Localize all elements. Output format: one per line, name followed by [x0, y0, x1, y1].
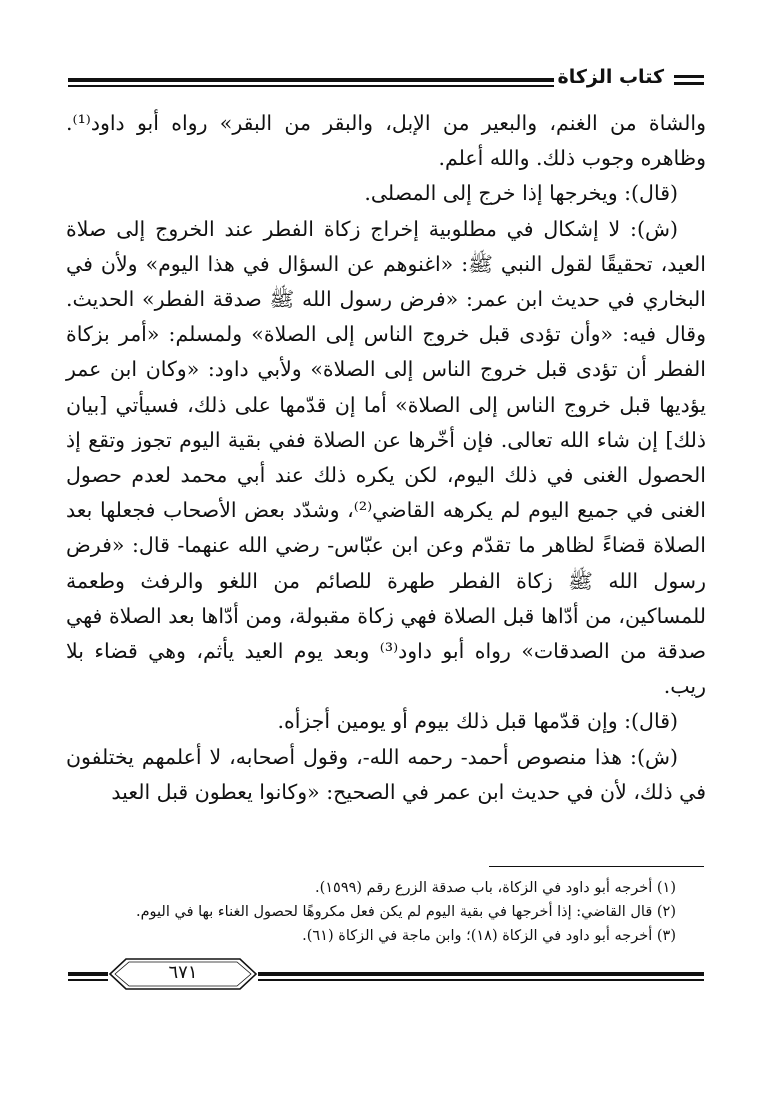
- header-rule: [68, 78, 554, 82]
- footnote-1: (١) أخرجه أبو داود في الزكاة، باب صدقة الزرع رقم (١٥٩٩).: [314, 880, 676, 896]
- paragraph-4: (قال): وإن قدّمها قبل ذلك بيوم أو يومين أجزأه.: [277, 709, 678, 734]
- page-number-frame: [108, 957, 258, 991]
- running-header: [68, 66, 704, 96]
- footnote-2: (٢) قال القاضي: إذا أخرجها في بقية اليوم لم يكن فعل مكروهًا لحصول الغناء بها في اليوم.: [135, 904, 676, 920]
- header-ornament: [674, 75, 704, 85]
- header-rule-thin: [68, 85, 554, 87]
- paragraph-5: (ش): هذا منصوص أحمد- رحمه الله-، وقول أصحابه، لا أعلمهم يختلفون في ذلك، لأن في حديث ابن عمر في الصحيح: «وكانوا يعطون قبل العيد: [66, 744, 706, 804]
- footnote-3: (٣) أخرجه أبو داود في الزكاة (١٨)؛ وابن ماجة في الزكاة (٦١).: [302, 928, 676, 944]
- footnotes: [66, 876, 706, 948]
- paragraph-3: (ش): لا إشكال في مطلوبية إخراج زكاة الفطر عند الخروج إلى صلاة العيد، تحقيقًا لقول النبي ﷺ: «اغنوهم عن السؤال في هذا اليوم» ولأن في البخاري في حديث ابن عمر: «فرض رسول الله ﷺ صدقة الفطر» الحديث. وقال فيه: «وأن تؤدى قبل خروج الناس إلى الصلاة» ولمسلم: «أمر بزكاة الفطر أن تؤدى قبل خروج الناس إلى الصلاة» ولأبي داود: «وكان ابن عمر يؤديها قبل خروج الناس إلى الصلاة» أما إن قدّمها على ذلك، فسيأتي [بيان ذلك] إن شاء الله تعالى. فإن أخّرها عن الصلاة ففي بقية اليوم تجوز وتقع إذ الحصول الغنى في ذلك اليوم، لكن يكره ذلك عند أبي محمد لعدم حصول الغنى في جميع اليوم لم يكرهه القاضي⁽²⁾، وشدّد بعض الأصحاب فجعلها بعد الصلاة قضاءً لظاهر ما تقدّم وعن ابن عبّاس- رضي الله عنهما- قال: «فرض رسول الله ﷺ زكاة الفطر طهرة للصائم من اللغو والرفث وطعمة للمساكين، من أدّاها قبل الصلاة فهي زكاة مقبولة، ومن أدّاها بعد الصلاة فهي صدقة من الصدقات» رواه أبو داود⁽³⁾ وبعد يوم العيد يأثم، وهي قضاء بلا ريب.: [66, 216, 707, 699]
- chapter-title: كتاب الزكاة: [557, 66, 664, 88]
- main-text: [66, 106, 706, 810]
- page-number: ٦٧١: [168, 962, 198, 983]
- page-footer: [68, 955, 704, 995]
- paragraph-1: والشاة من الغنم، والبعير من الإبل، والبقر من البقر» رواه أبو داود⁽¹⁾. وظاهره وجوب ذلك. والله أعلم.: [66, 111, 706, 171]
- paragraph-2: (قال): ويخرجها إذا خرج إلى المصلى.: [364, 181, 678, 206]
- footnote-divider: [489, 866, 704, 867]
